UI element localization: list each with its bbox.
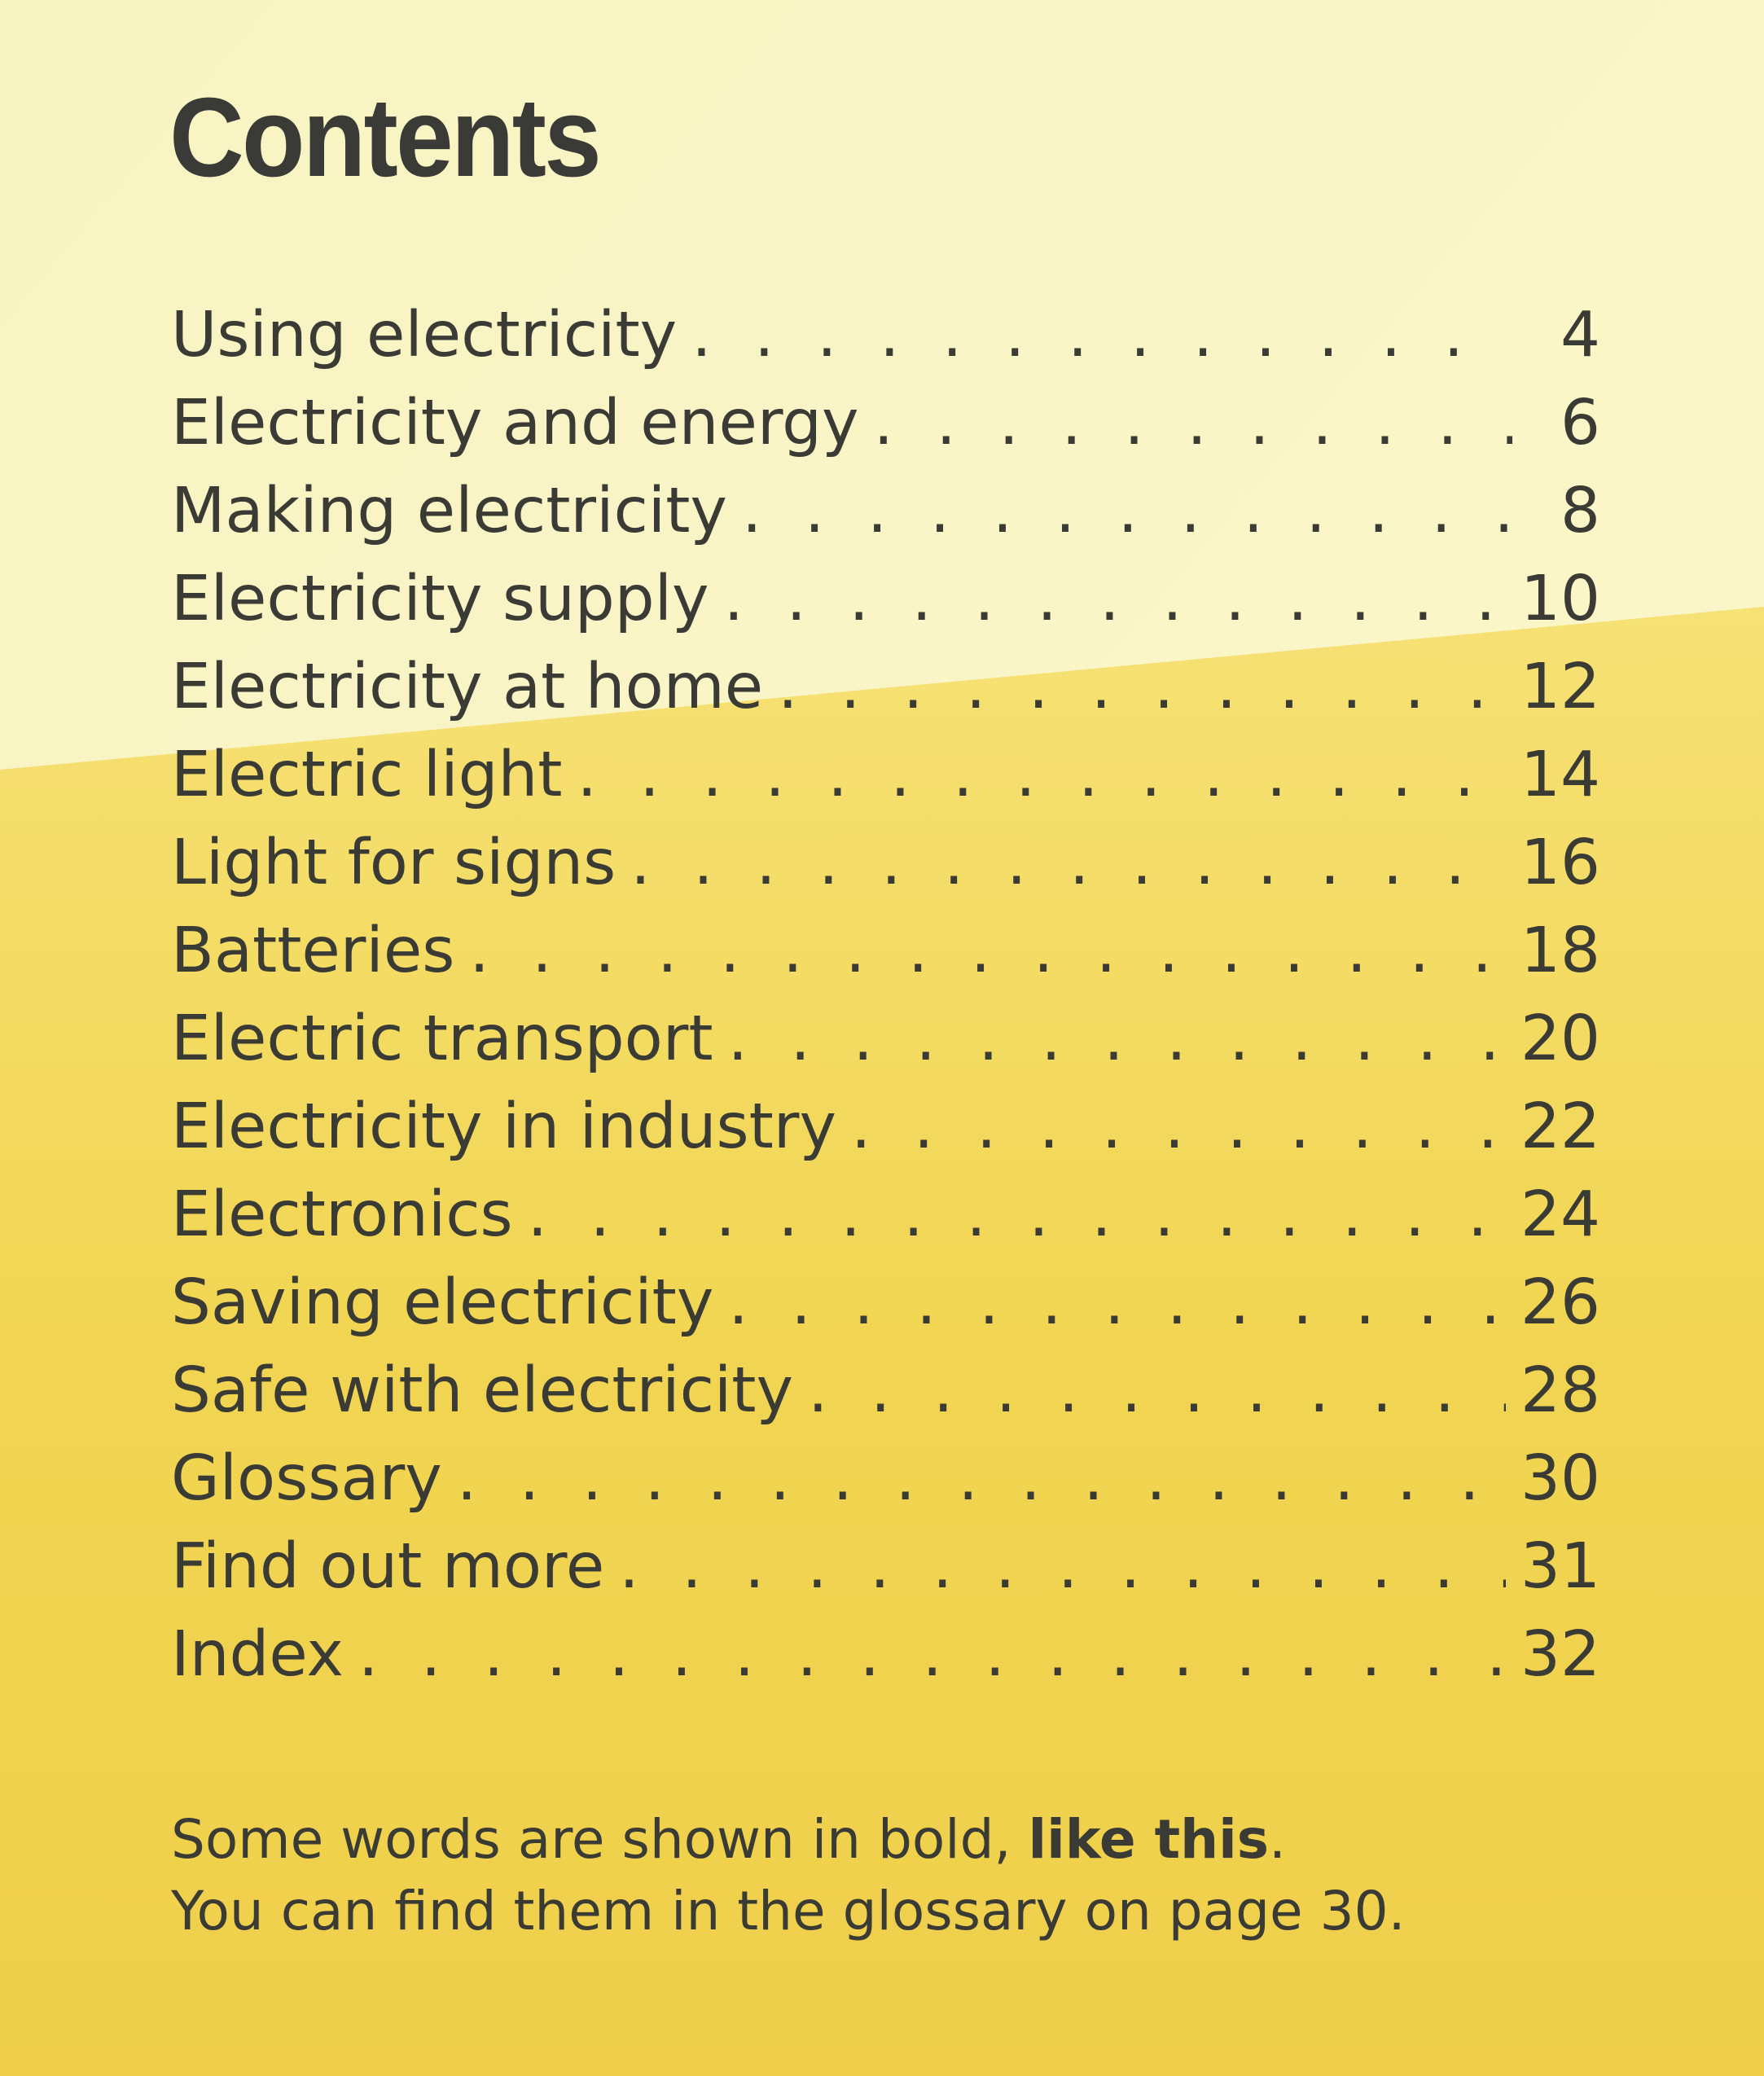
dot-leader (778, 643, 1506, 731)
toc-entry-title: Using electricity (171, 299, 678, 371)
toc-entry[interactable] (171, 555, 1600, 643)
dot-leader (619, 1523, 1506, 1611)
toc-entry-page: 32 (1520, 1618, 1600, 1691)
toc-entry[interactable] (171, 1435, 1600, 1523)
toc-entry-page: 4 (1560, 299, 1600, 371)
toc-entry-page: 18 (1520, 915, 1600, 987)
toc-entry[interactable] (171, 467, 1600, 555)
page-title: Contents (169, 75, 600, 200)
toc-entry-page: 12 (1520, 651, 1600, 723)
toc-entry[interactable] (171, 907, 1600, 995)
toc-entry[interactable] (171, 1347, 1600, 1435)
note-text: Some words are shown in bold, (171, 1808, 1029, 1871)
dot-leader (358, 1611, 1506, 1699)
toc-entry-page: 10 (1520, 563, 1600, 635)
dot-leader (528, 1171, 1506, 1259)
dot-leader (630, 819, 1506, 907)
toc-entry-title: Electricity and energy (171, 387, 859, 459)
toc-entry-page: 14 (1520, 739, 1600, 811)
toc-entry-title: Index (171, 1618, 344, 1691)
toc-entry[interactable] (171, 380, 1600, 467)
dot-leader (577, 731, 1506, 819)
toc-entry-title: Safe with electricity (171, 1354, 794, 1427)
toc-entry-title: Electronics (171, 1178, 513, 1251)
dot-leader (691, 292, 1512, 380)
toc-entry[interactable] (171, 1083, 1600, 1171)
toc-entry[interactable] (171, 731, 1600, 819)
note-line-1 (171, 1804, 1637, 1876)
toc-entry[interactable] (171, 292, 1600, 380)
toc-entry-page: 24 (1520, 1178, 1600, 1251)
toc-entry[interactable] (171, 1171, 1600, 1259)
dot-leader (728, 1259, 1506, 1347)
note-line-2: You can find them in the glossary on page 30. (171, 1880, 1406, 1942)
toc-entry-page: 28 (1520, 1354, 1600, 1427)
bold-words-note (171, 1804, 1637, 1947)
toc-entry-page: 30 (1520, 1442, 1600, 1515)
toc-entry-title: Electricity supply (171, 563, 709, 635)
toc-entry-title: Batteries (171, 915, 455, 987)
toc-entry[interactable] (171, 1523, 1600, 1611)
toc-entry[interactable] (171, 643, 1600, 731)
toc-entry-title: Glossary (171, 1442, 442, 1515)
toc-entry-page: 16 (1520, 827, 1600, 899)
dot-leader (469, 907, 1506, 995)
toc-entry-page: 26 (1520, 1266, 1600, 1339)
toc-entry-title: Making electricity (171, 475, 727, 547)
toc-entry-title: Electric light (171, 739, 563, 811)
note-period: . (1269, 1808, 1287, 1871)
toc-entry-page: 6 (1560, 387, 1600, 459)
dot-leader (724, 555, 1506, 643)
dot-leader (808, 1347, 1506, 1435)
toc-entry-title: Electricity in industry (171, 1091, 837, 1163)
toc-entry-title: Electricity at home (171, 651, 764, 723)
toc-entry-title: Find out more (171, 1530, 605, 1603)
toc-entry[interactable] (171, 1611, 1600, 1699)
toc-entry[interactable] (171, 819, 1600, 907)
toc-entry-title: Light for signs (171, 827, 617, 899)
dot-leader (457, 1435, 1506, 1523)
dot-leader (728, 995, 1506, 1083)
toc-entry[interactable] (171, 995, 1600, 1083)
dot-leader (742, 467, 1512, 555)
table-of-contents (171, 292, 1600, 1699)
toc-entry-title: Electric transport (171, 1003, 713, 1075)
bold-example: like this (1028, 1808, 1270, 1871)
toc-entry-page: 20 (1520, 1003, 1600, 1075)
toc-entry-page: 8 (1560, 475, 1600, 547)
toc-entry-page: 22 (1520, 1091, 1600, 1163)
toc-entry-page: 31 (1520, 1530, 1600, 1603)
dot-leader (874, 380, 1512, 467)
dot-leader (851, 1083, 1506, 1171)
toc-entry[interactable] (171, 1259, 1600, 1347)
toc-entry-title: Saving electricity (171, 1266, 714, 1339)
